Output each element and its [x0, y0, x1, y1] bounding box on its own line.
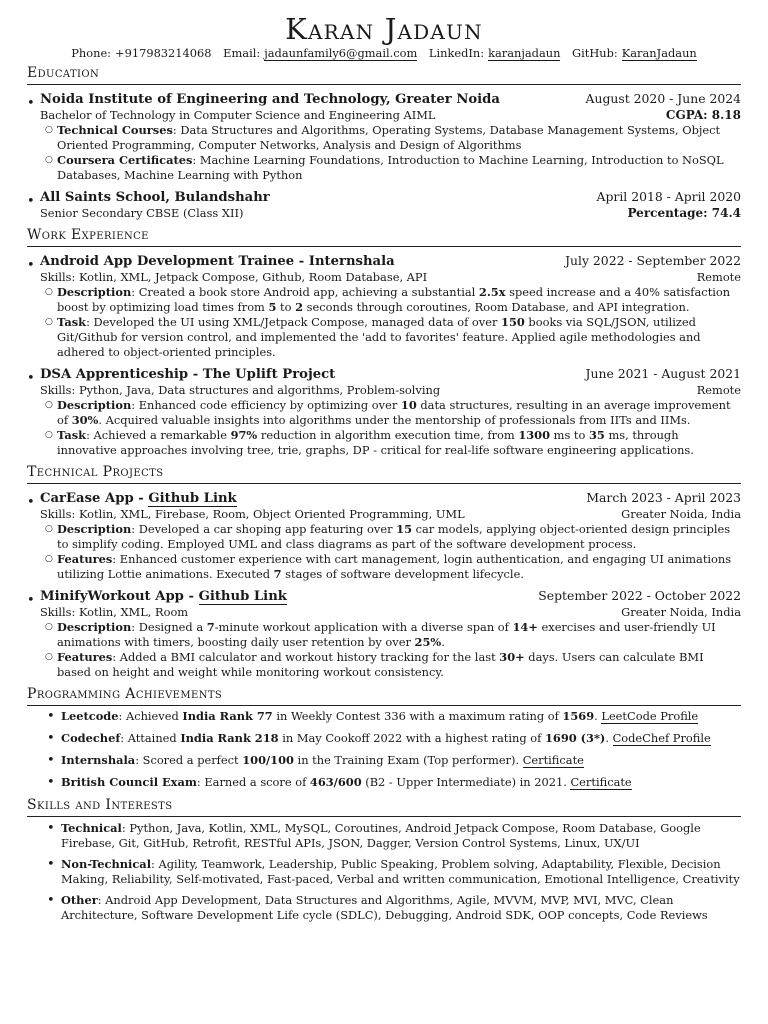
detail-item: ○ Task: Developed the UI using XML/Jetpack Compose, managed data of over 150 books via SQL/JSON, utilized Git/Github for version control, and implemented the 'add to favorites' feature. Applied agile methodologies and adhered to object-oriented principles. [45, 315, 741, 360]
education-entry [27, 188, 741, 221]
location: Greater Noida, India [621, 507, 741, 521]
skills-line: Skills: Kotlin, XML, Room [40, 605, 189, 619]
detail-item: ○ Coursera Certificates: Machine Learning Foundations, Introduction to Machine Learning, Introduction to NoSQL Databases, Machine Learning with Python [45, 153, 741, 183]
degree: Senior Secondary CBSE (Class XII) [40, 206, 244, 220]
github-link[interactable]: KaranJadaun [621, 46, 697, 60]
work-details [27, 398, 741, 458]
project-title: • MinifyWorkout App - Github Link [40, 589, 287, 604]
linkedin-link[interactable]: karanjadaun [488, 46, 561, 60]
project-title: • CarEase App - Github Link [40, 491, 237, 506]
skills-heading: Skills and Interests [27, 797, 741, 817]
date-range: September 2022 - October 2022 [538, 588, 741, 603]
date-range: August 2020 - June 2024 [585, 91, 741, 106]
detail-item: ○ Technical Courses: Data Structures and Algorithms, Operating Systems, Database Management Systems, Object Oriented Programming, Computer Networks, Analysis and Design of Algorithms [45, 123, 741, 153]
detail-item: ○ Features: Added a BMI calculator and workout history tracking for the last 30+ days. Users can calculate BMI based on height and weight while monitoring workout consistency. [45, 650, 741, 680]
percentage: Percentage: 74.4 [627, 206, 741, 220]
phone-label: Phone: [71, 46, 112, 60]
education-entry [27, 90, 741, 123]
candidate-name: Karan Jadaun [285, 12, 483, 46]
detail-item: ○ Task: Achieved a remarkable 97% reduction in algorithm execution time, from 1300 ms to 35 ms, through innovative approaches involving tree, trie, graphs, DP - critical for real-life software engineering applications. [45, 428, 741, 458]
work-details [27, 285, 741, 360]
location: Remote [696, 383, 741, 397]
date-range: April 2018 - April 2020 [596, 189, 741, 204]
project-details [27, 620, 741, 680]
detail-item: ○ Description: Developed a car shoping app featuring over 15 car models, applying object-oriented design principles to simplify coding. Employed UML and class diagrams as part of the software development process. [45, 522, 741, 552]
institution-name: • Noida Institute of Engineering and Technology, Greater Noida [40, 92, 500, 107]
certificate-link[interactable]: Certificate [570, 775, 632, 789]
work-heading: Work Experience [27, 227, 741, 247]
cgpa: CGPA: 8.18 [665, 108, 741, 122]
resume-page [27, 0, 741, 929]
contact-line [27, 45, 741, 61]
email-link[interactable]: jadaunfamily6@gmail.com [264, 46, 418, 60]
github-label: GitHub: [572, 46, 618, 60]
codechef-profile-link[interactable]: CodeChef Profile [612, 731, 711, 745]
certificate-link[interactable]: Certificate [522, 753, 584, 767]
project-details [27, 522, 741, 582]
achievement-item: • Internshala: Scored a perfect 100/100 in the Training Exam (Top performer). Certificate [47, 753, 741, 768]
date-range: June 2021 - August 2021 [585, 366, 741, 381]
skill-item: • Technical: Python, Java, Kotlin, XML, MySQL, Coroutines, Android Jetpack Compose, Room Database, Google Firebase, Git, GitHub, Retrofit, RESTful APIs, JSON, Dagger, Version Control Systems, Linux, UX/UI [47, 821, 741, 851]
skill-item: • Non-Technical: Agility, Teamwork, Leadership, Public Speaking, Problem solving, Adaptability, Flexible, Decision Making, Reliability, Self-motivated, Fast-paced, Verbal and written communication, Emotional Intelligence, Creativity [47, 857, 741, 887]
skills-list [27, 821, 741, 923]
role-title: • Android App Development Trainee - Internshala [40, 254, 395, 269]
achievement-item: • British Council Exam: Earned a score of 463/600 (B2 - Upper Intermediate) in 2021. Certificate [47, 775, 741, 790]
degree: Bachelor of Technology in Computer Science and Engineering AIML [40, 108, 436, 122]
date-range: July 2022 - September 2022 [565, 253, 741, 268]
date-range: March 2023 - April 2023 [586, 490, 741, 505]
achievements-list [27, 709, 741, 790]
linkedin-label: LinkedIn: [428, 46, 485, 60]
achievement-item: • Codechef: Attained India Rank 218 in May Cookoff 2022 with a highest rating of 1690 (3*). CodeChef Profile [47, 731, 741, 746]
achievement-item: • Leetcode: Achieved India Rank 77 in Weekly Contest 336 with a maximum rating of 1569. LeetCode Profile [47, 709, 741, 724]
institution-name: • All Saints School, Bulandshahr [40, 190, 270, 205]
email-label: Email: [223, 46, 261, 60]
education-heading: Education [27, 65, 741, 85]
work-entry [27, 365, 741, 398]
skills-line: Skills: Kotlin, XML, Jetpack Compose, Github, Room Database, API [40, 270, 428, 284]
role-title: • DSA Apprenticeship - The Uplift Project [40, 367, 336, 382]
work-entry [27, 252, 741, 285]
detail-item: ○ Features: Enhanced customer experience with cart management, login authentication, and engaging UI animations utilizing Lottie animations. Executed 7 stages of software development lifecycle. [45, 552, 741, 582]
detail-item: ○ Description: Enhanced code efficiency by optimizing over 10 data structures, resulting in an average improvement of 30%. Acquired valuable insights into algorithms under the mentorship of professionals from IITs and IIMs. [45, 398, 741, 428]
skill-item: • Other: Android App Development, Data Structures and Algorithms, Agile, MVVM, MVP, MVI, MVC, Clean Architecture, Software Development Life cycle (SDLC), Debugging, Android SDK, OOP concepts, Code Reviews [47, 893, 741, 923]
achievements-heading: Programming Achievements [27, 686, 741, 706]
detail-item: ○ Description: Created a book store Android app, achieving a substantial 2.5x speed increase and a 40% satisfaction boost by optimizing load times from 5 to 2 seconds through coroutines, Room Database, and API integration. [45, 285, 741, 315]
education-details [27, 123, 741, 183]
skills-line: Skills: Python, Java, Data structures and algorithms, Problem-solving [40, 383, 441, 397]
project-entry [27, 489, 741, 522]
detail-item: ○ Description: Designed a 7-minute workout application with a diverse span of 14+ exercises and user-friendly UI animations with timers, boosting daily user retention by over 25%. [45, 620, 741, 650]
projects-heading: Technical Projects [27, 464, 741, 484]
github-project-link[interactable]: Github Link [198, 589, 287, 604]
skills-line: Skills: Kotlin, XML, Firebase, Room, Object Oriented Programming, UML [40, 507, 465, 521]
phone-value: +917983214068 [115, 46, 212, 60]
leetcode-profile-link[interactable]: LeetCode Profile [601, 709, 699, 723]
github-project-link[interactable]: Github Link [148, 491, 237, 506]
location: Remote [696, 270, 741, 284]
project-entry [27, 587, 741, 620]
location: Greater Noida, India [621, 605, 741, 619]
